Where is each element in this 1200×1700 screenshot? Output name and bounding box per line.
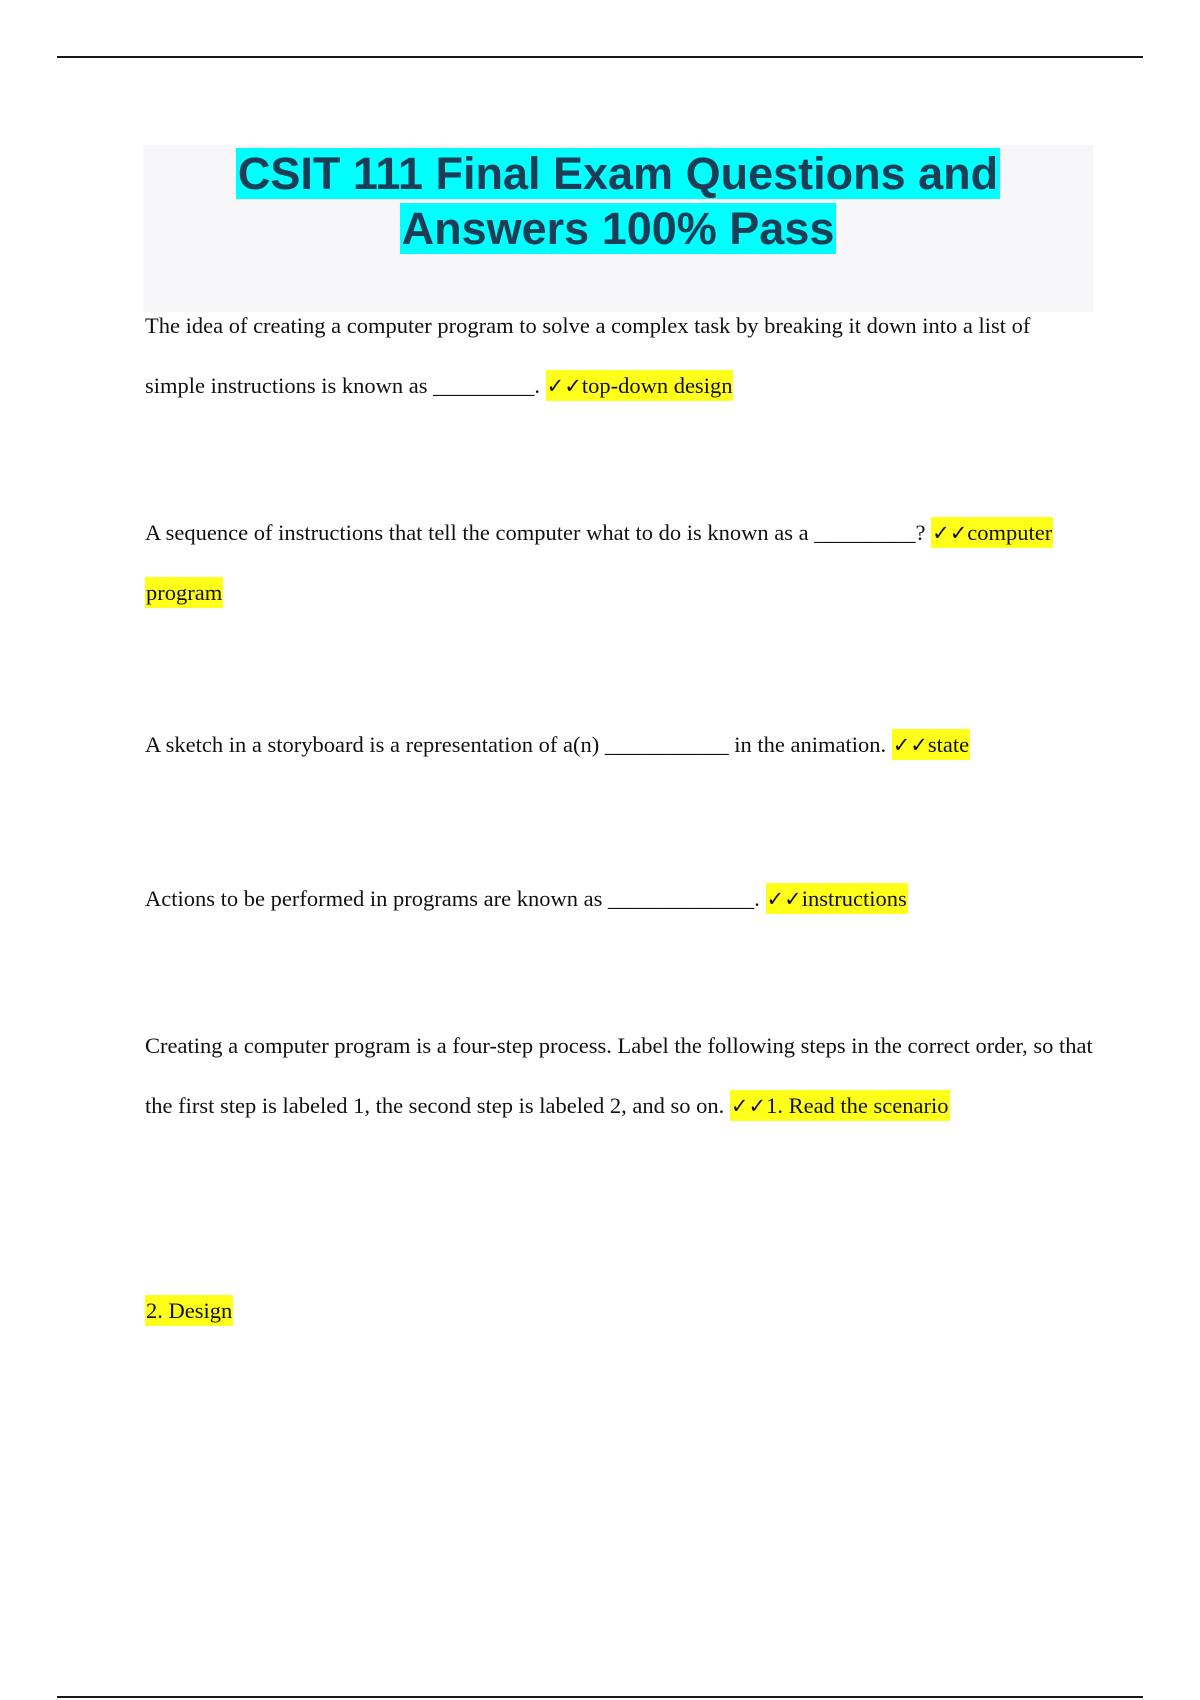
double-check-icon: ✓✓ — [546, 374, 582, 398]
qa-item-5 — [145, 1016, 1095, 1136]
answer-text: state — [927, 732, 970, 757]
answer-text: instructions — [801, 886, 907, 911]
answer-text: 1. Read the scenario — [766, 1093, 949, 1118]
answer-highlight — [766, 883, 908, 914]
answer-highlight — [546, 370, 734, 401]
document-title: CSIT 111 Final Exam Questions and Answers 100% Pass — [237, 148, 999, 254]
double-check-icon: ✓✓ — [766, 887, 802, 911]
step-text: 2. Design — [145, 1295, 233, 1326]
header-rule — [57, 56, 1143, 58]
question-text: Creating a computer program is a four-step process. Label the following steps in the correct order, so that the first step is labeled 1, the second step is labeled 2, and so on. — [145, 1033, 1093, 1118]
qa-item-2 — [145, 503, 1095, 623]
question-text: Actions to be performed in programs are known as _____________. — [145, 886, 760, 911]
question-text: The idea of creating a computer program to solve a complex task by breaking it down into a list of simple instructions is known as _________. — [145, 313, 1031, 398]
qa-item-3 — [145, 715, 1095, 775]
double-check-icon: ✓✓ — [932, 521, 968, 545]
qa-item-1 — [145, 296, 1095, 416]
qa-item-4 — [145, 869, 1095, 929]
answer-text: computer program — [146, 520, 1053, 605]
double-check-icon: ✓✓ — [730, 1094, 767, 1118]
answer-highlight — [730, 1090, 950, 1121]
question-text: A sketch in a storyboard is a representation of a(n) ___________ in the animation. — [145, 732, 887, 757]
answer-text: top-down design — [581, 373, 733, 398]
double-check-icon: ✓✓ — [892, 733, 928, 757]
continuation-step — [145, 1296, 233, 1326]
answer-highlight — [892, 729, 970, 760]
footer-rule — [57, 1696, 1143, 1698]
question-text: A sequence of instructions that tell the computer what to do is known as a _________? — [145, 520, 926, 545]
